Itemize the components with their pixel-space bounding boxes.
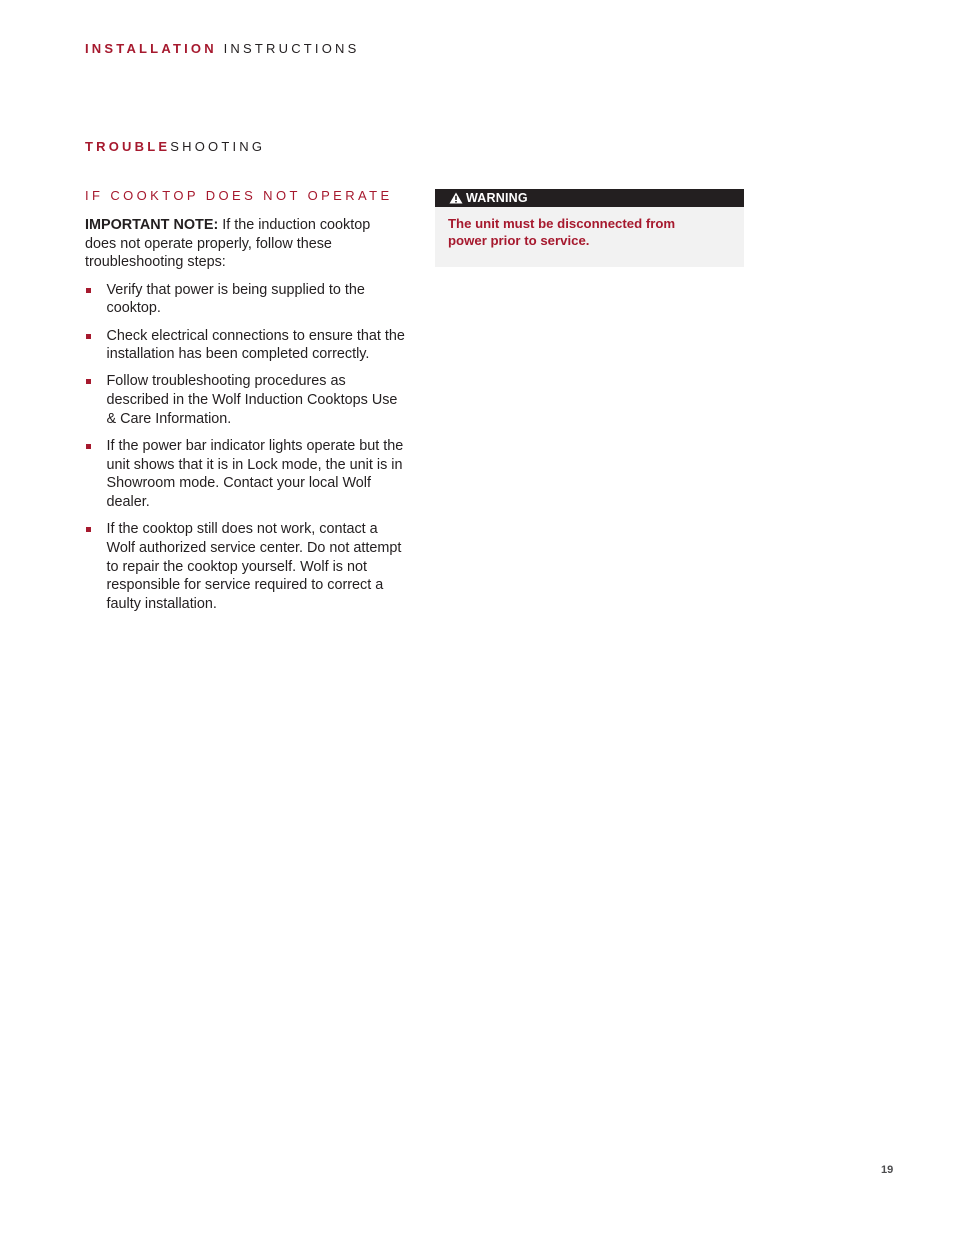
troubleshooting-content — [85, 216, 405, 622]
list-item — [85, 281, 405, 318]
list-item-text: Follow troubleshooting procedures as described in the Wolf Induction Cooktops Use & Care Information. — [106, 373, 398, 427]
bullet-icon — [86, 527, 91, 532]
list-item-text: If the power bar indicator lights operate but the unit shows that it is in Lock mode, the unit is in Showroom mode. Contact your local Wolf dealer. — [106, 438, 404, 511]
warning-label: WARNING — [466, 191, 528, 205]
bullet-icon — [86, 379, 91, 384]
section-title — [85, 139, 265, 154]
list-item — [85, 437, 405, 512]
bullet-icon — [86, 334, 91, 339]
header-bold: INSTALLATION — [85, 41, 217, 56]
warning-box — [435, 189, 744, 267]
section-title-light: SHOOTING — [170, 139, 266, 154]
subheading: IF COOKTOP DOES NOT OPERATE — [85, 188, 393, 203]
warning-triangle-icon — [449, 192, 463, 204]
list-item-text: If the cooktop still does not work, contact a Wolf authorized service center. Do not attempt to repair the cooktop yourself. Wolf is not responsible for service required to correct a faulty installation. — [106, 521, 402, 613]
important-note — [85, 216, 405, 272]
warning-text: The unit must be disconnected from power prior to service. — [448, 216, 676, 248]
bullet-icon — [86, 444, 91, 449]
list-item — [85, 520, 405, 614]
section-title-bold: TROUBLE — [85, 139, 171, 154]
page-header — [85, 41, 360, 56]
list-item — [85, 327, 405, 364]
list-item — [85, 372, 405, 428]
warning-header — [435, 189, 744, 207]
page-number: 19 — [881, 1164, 894, 1176]
header-light: INSTRUCTIONS — [216, 41, 360, 56]
bullet-icon — [86, 288, 91, 293]
troubleshooting-steps — [85, 281, 405, 614]
important-note-label: IMPORTANT NOTE: — [85, 217, 219, 233]
important-note-text: If the induction cooktop does not operate properly, follow these troubleshooting steps: — [85, 217, 371, 271]
list-item-text: Check electrical connections to ensure that the installation has been completed correctly. — [106, 327, 405, 363]
list-item-text: Verify that power is being supplied to the cooktop. — [106, 281, 365, 317]
